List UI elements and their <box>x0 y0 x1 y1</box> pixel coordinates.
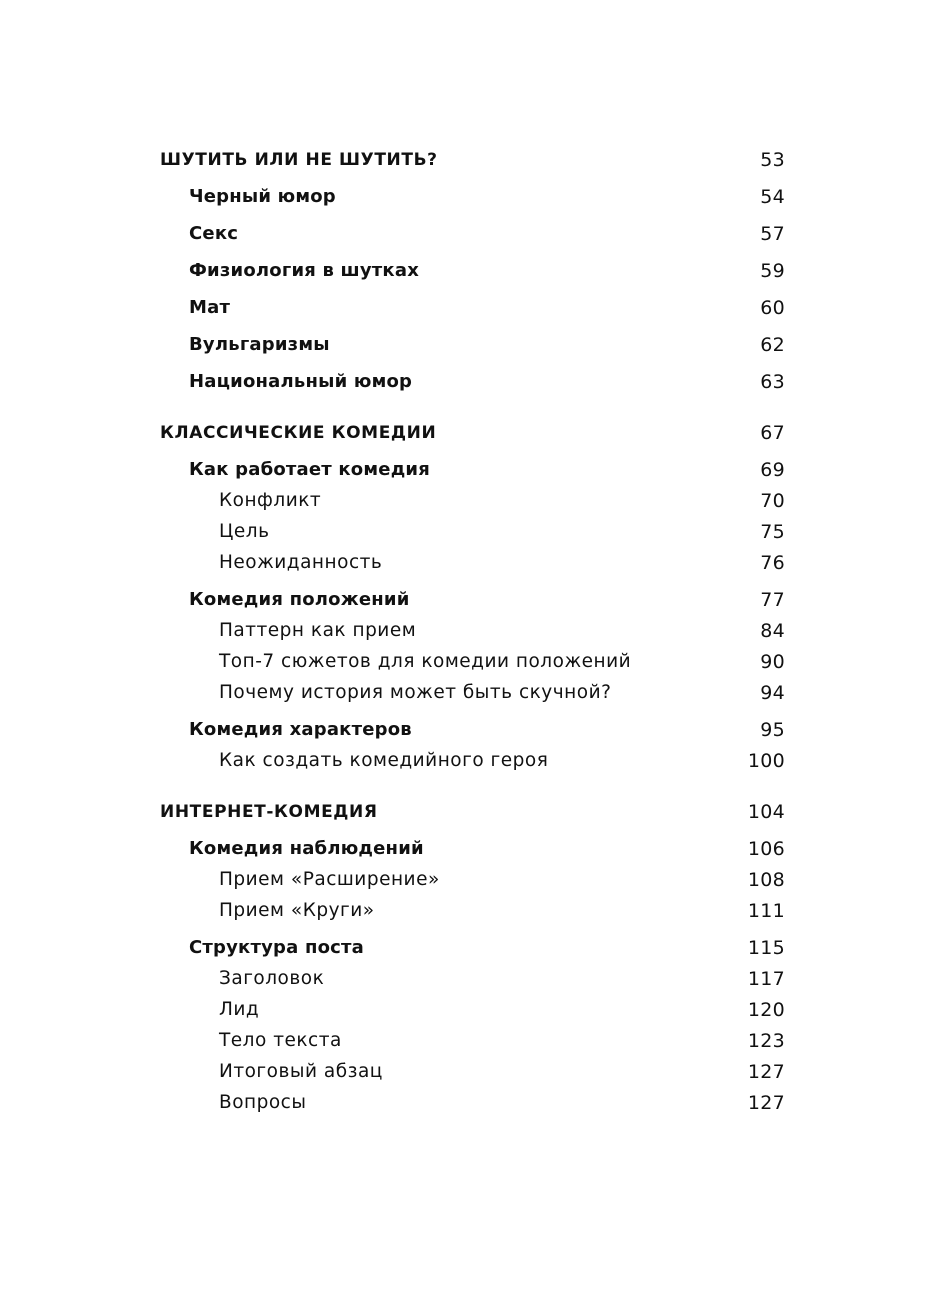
toc-entry-title: Мат <box>189 297 231 318</box>
toc-entry-title: Как работает комедия <box>189 459 431 480</box>
toc-entry-page: 59 <box>760 260 785 282</box>
toc-entry-title: Топ-7 сюжетов для комедии положений <box>219 651 632 672</box>
toc-subsection <box>0 964 928 994</box>
toc-entry-title: Физиология в шутках <box>189 260 420 281</box>
toc-entry-page: 67 <box>760 422 785 444</box>
toc-entry-page: 62 <box>760 334 785 356</box>
toc-entry-title: ШУТИТЬ ИЛИ НЕ ШУТИТЬ? <box>160 150 438 170</box>
toc-section <box>0 293 928 323</box>
toc-entry-title: Вульгаризмы <box>189 334 330 355</box>
toc-entry-title: Конфликт <box>219 490 322 511</box>
toc-entry-title: Паттерн как прием <box>219 620 417 641</box>
toc-entry-title: Черный юмор <box>189 186 336 207</box>
toc-subsection <box>0 517 928 547</box>
toc-entry-page: 117 <box>747 968 785 990</box>
toc-entry-title: Заголовок <box>219 968 325 989</box>
toc-entry-title: Комедия характеров <box>189 719 412 740</box>
toc-entry-page: 60 <box>760 297 785 319</box>
toc-entry-page: 120 <box>747 999 785 1021</box>
toc-chapter <box>0 797 928 827</box>
toc-section <box>0 367 928 397</box>
toc-chapter <box>0 418 928 448</box>
toc-chapter <box>0 145 928 175</box>
toc-entry-title: Тело текста <box>219 1030 342 1051</box>
toc-entry-title: Комедия наблюдений <box>189 838 424 859</box>
toc-entry-title: Неожиданность <box>219 552 383 573</box>
toc-entry-title: КЛАССИЧЕСКИЕ КОМЕДИИ <box>160 423 437 443</box>
toc-section <box>0 585 928 615</box>
toc-entry-page: 127 <box>747 1092 785 1114</box>
toc-entry-page: 115 <box>747 937 785 959</box>
toc-section <box>0 455 928 485</box>
toc-entry-page: 111 <box>747 900 785 922</box>
toc-entry-page: 75 <box>760 521 785 543</box>
toc-entry-title: ИНТЕРНЕТ-КОМЕДИЯ <box>160 802 378 822</box>
toc-section <box>0 256 928 286</box>
toc-entry-page: 63 <box>760 371 785 393</box>
toc-subsection <box>0 616 928 646</box>
toc-entry-page: 95 <box>760 719 785 741</box>
toc-subsection <box>0 746 928 776</box>
toc-subsection <box>0 548 928 578</box>
toc-entry-page: 94 <box>760 682 785 704</box>
toc-entry-title: Почему история может быть скучной? <box>219 682 612 703</box>
toc-entry-page: 104 <box>747 801 785 823</box>
toc-entry-page: 90 <box>760 651 785 673</box>
toc-entry-title: Лид <box>219 999 260 1020</box>
toc-subsection <box>0 896 928 926</box>
toc-subsection <box>0 865 928 895</box>
toc-section <box>0 933 928 963</box>
toc-entry-page: 100 <box>747 750 785 772</box>
toc-entry-page: 69 <box>760 459 785 481</box>
toc-entry-page: 57 <box>760 223 785 245</box>
toc-subsection <box>0 1057 928 1087</box>
toc-entry-title: Вопросы <box>219 1092 307 1113</box>
toc-entry-title: Комедия положений <box>189 589 410 610</box>
toc-subsection <box>0 678 928 708</box>
toc-subsection <box>0 647 928 677</box>
toc-entry-title: Национальный юмор <box>189 371 413 392</box>
toc-entry-page: 70 <box>760 490 785 512</box>
toc-entry-page: 84 <box>760 620 785 642</box>
toc-subsection <box>0 995 928 1025</box>
toc-entry-title: Цель <box>219 521 270 542</box>
toc-section <box>0 715 928 745</box>
toc-entry-title: Секс <box>189 223 239 244</box>
toc-entry-title: Итоговый абзац <box>219 1061 383 1082</box>
toc-entry-page: 127 <box>747 1061 785 1083</box>
toc-entry-page: 123 <box>747 1030 785 1052</box>
toc-section <box>0 330 928 360</box>
toc-section <box>0 182 928 212</box>
toc-entry-page: 77 <box>760 589 785 611</box>
toc-section <box>0 834 928 864</box>
toc-entry-title: Как создать комедийного героя <box>219 750 549 771</box>
toc-entry-page: 106 <box>747 838 785 860</box>
toc-section <box>0 219 928 249</box>
toc-subsection <box>0 1026 928 1056</box>
toc-entry-page: 76 <box>760 552 785 574</box>
toc-entry-page: 54 <box>760 186 785 208</box>
toc-entry-title: Структура поста <box>189 937 364 958</box>
toc-subsection <box>0 1088 928 1118</box>
toc-entry-title: Прием «Круги» <box>219 900 375 921</box>
toc-subsection <box>0 486 928 516</box>
toc-entry-page: 53 <box>760 149 785 171</box>
toc-entry-title: Прием «Расширение» <box>219 869 440 890</box>
toc-entry-page: 108 <box>747 869 785 891</box>
